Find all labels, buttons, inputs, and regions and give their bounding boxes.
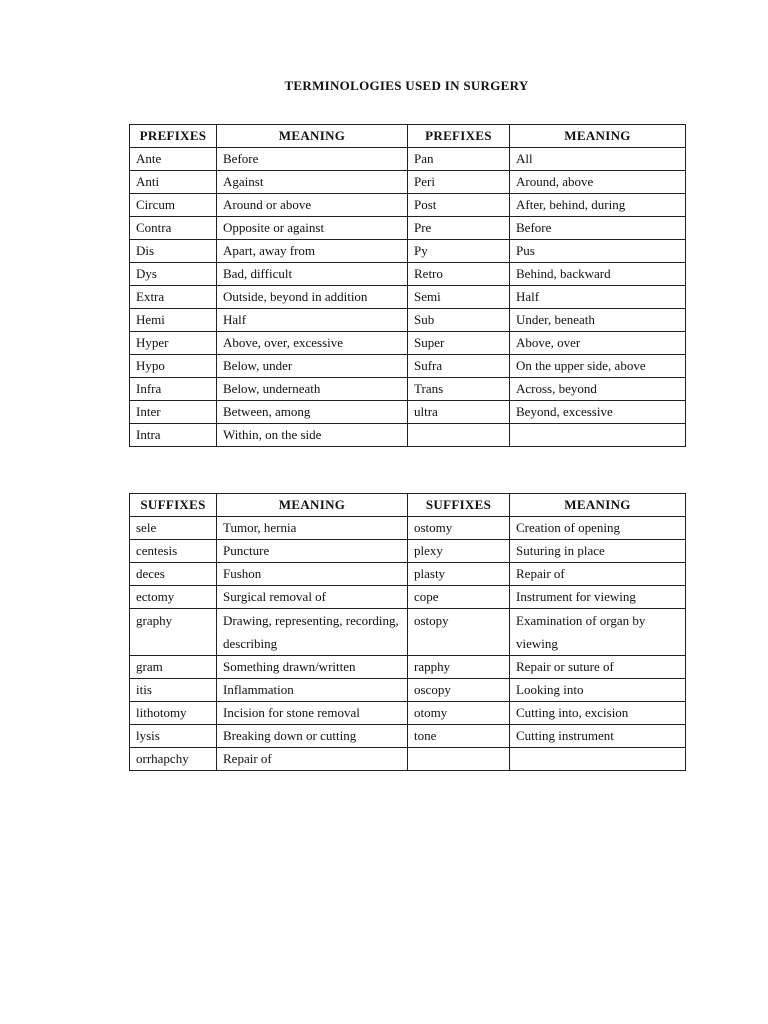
- prefix-term-cell: Hyper: [130, 332, 217, 355]
- suffix-row: [130, 702, 686, 725]
- prefix-meaning-cell: Against: [217, 171, 408, 194]
- suffixes-header-term-2: SUFFIXES: [408, 494, 510, 517]
- prefix-term-cell: Hypo: [130, 355, 217, 378]
- prefix-meaning-cell: Above, over, excessive: [217, 332, 408, 355]
- suffix-meaning-cell: Something drawn/written: [217, 656, 408, 679]
- suffix-meaning-cell: Cutting into, excision: [510, 702, 686, 725]
- prefix-meaning-cell: Bad, difficult: [217, 263, 408, 286]
- prefix-meaning-cell: On the upper side, above: [510, 355, 686, 378]
- suffix-term-cell: cope: [408, 586, 510, 609]
- prefix-row: [130, 194, 686, 217]
- suffixes-header-row: [130, 494, 686, 517]
- suffix-meaning-cell: Creation of opening: [510, 517, 686, 540]
- prefix-meaning-cell: [510, 424, 686, 447]
- prefix-meaning-cell: Between, among: [217, 401, 408, 424]
- prefix-row: [130, 263, 686, 286]
- suffix-meaning-cell: Repair or suture of: [510, 656, 686, 679]
- suffix-meaning-cell: Looking into: [510, 679, 686, 702]
- suffix-meaning-cell: Fushon: [217, 563, 408, 586]
- suffix-term-cell: graphy: [130, 609, 217, 656]
- prefix-meaning-cell: After, behind, during: [510, 194, 686, 217]
- prefix-row: [130, 378, 686, 401]
- prefix-row: [130, 217, 686, 240]
- suffix-row: [130, 609, 686, 656]
- suffixes-table: [129, 493, 686, 771]
- suffix-row: [130, 748, 686, 771]
- prefix-term-cell: Py: [408, 240, 510, 263]
- prefix-meaning-cell: Under, beneath: [510, 309, 686, 332]
- prefix-term-cell: [408, 424, 510, 447]
- prefix-term-cell: Anti: [130, 171, 217, 194]
- prefixes-header-term-2: PREFIXES: [408, 125, 510, 148]
- suffix-row: [130, 563, 686, 586]
- prefix-term-cell: Dys: [130, 263, 217, 286]
- prefix-term-cell: Sub: [408, 309, 510, 332]
- suffixes-header-meaning-2: MEANING: [510, 494, 686, 517]
- prefix-meaning-cell: Half: [217, 309, 408, 332]
- prefix-meaning-cell: Outside, beyond in addition: [217, 286, 408, 309]
- suffix-term-cell: itis: [130, 679, 217, 702]
- prefix-meaning-cell: Beyond, excessive: [510, 401, 686, 424]
- suffixes-header-term-1: SUFFIXES: [130, 494, 217, 517]
- suffix-meaning-cell: Suturing in place: [510, 540, 686, 563]
- suffix-meaning-cell: Drawing, representing, recording, describing: [217, 609, 408, 656]
- suffixes-header-meaning-1: MEANING: [217, 494, 408, 517]
- suffix-term-cell: ostomy: [408, 517, 510, 540]
- suffix-meaning-cell: Instrument for viewing: [510, 586, 686, 609]
- prefix-term-cell: Hemi: [130, 309, 217, 332]
- suffix-term-cell: lysis: [130, 725, 217, 748]
- suffix-term-cell: ectomy: [130, 586, 217, 609]
- prefix-row: [130, 355, 686, 378]
- suffix-term-cell: [408, 748, 510, 771]
- suffix-term-cell: rapphy: [408, 656, 510, 679]
- prefix-meaning-cell: Below, under: [217, 355, 408, 378]
- suffix-term-cell: centesis: [130, 540, 217, 563]
- prefix-meaning-cell: Behind, backward: [510, 263, 686, 286]
- suffix-term-cell: sele: [130, 517, 217, 540]
- suffix-meaning-cell: Repair of: [217, 748, 408, 771]
- suffix-meaning-cell: Puncture: [217, 540, 408, 563]
- prefix-term-cell: Circum: [130, 194, 217, 217]
- suffix-term-cell: otomy: [408, 702, 510, 725]
- prefix-term-cell: Post: [408, 194, 510, 217]
- prefix-term-cell: Pan: [408, 148, 510, 171]
- suffix-row: [130, 540, 686, 563]
- suffix-term-cell: deces: [130, 563, 217, 586]
- prefixes-header-meaning-1: MEANING: [217, 125, 408, 148]
- prefix-term-cell: Sufra: [408, 355, 510, 378]
- suffix-meaning-cell: [510, 748, 686, 771]
- prefix-meaning-cell: Around or above: [217, 194, 408, 217]
- suffix-term-cell: orrhapchy: [130, 748, 217, 771]
- suffix-meaning-cell: Inflammation: [217, 679, 408, 702]
- prefix-term-cell: Semi: [408, 286, 510, 309]
- prefixes-table: [129, 124, 686, 447]
- suffix-term-cell: plexy: [408, 540, 510, 563]
- prefix-row: [130, 148, 686, 171]
- prefix-term-cell: Trans: [408, 378, 510, 401]
- prefix-term-cell: Retro: [408, 263, 510, 286]
- prefix-meaning-cell: Half: [510, 286, 686, 309]
- prefix-term-cell: Pre: [408, 217, 510, 240]
- prefix-meaning-cell: Opposite or against: [217, 217, 408, 240]
- suffix-meaning-cell: Examination of organ by viewing: [510, 609, 686, 656]
- suffix-term-cell: oscopy: [408, 679, 510, 702]
- suffix-term-cell: lithotomy: [130, 702, 217, 725]
- suffix-meaning-cell: Tumor, hernia: [217, 517, 408, 540]
- prefix-row: [130, 286, 686, 309]
- prefix-term-cell: Ante: [130, 148, 217, 171]
- prefix-meaning-cell: Before: [510, 217, 686, 240]
- prefix-meaning-cell: Below, underneath: [217, 378, 408, 401]
- prefix-meaning-cell: Within, on the side: [217, 424, 408, 447]
- suffix-meaning-cell: Repair of: [510, 563, 686, 586]
- suffix-meaning-cell: Incision for stone removal: [217, 702, 408, 725]
- prefix-row: [130, 401, 686, 424]
- suffix-row: [130, 656, 686, 679]
- prefix-meaning-cell: All: [510, 148, 686, 171]
- suffix-term-cell: ostopy: [408, 609, 510, 656]
- prefix-term-cell: Intra: [130, 424, 217, 447]
- prefix-term-cell: Extra: [130, 286, 217, 309]
- prefix-meaning-cell: Apart, away from: [217, 240, 408, 263]
- prefix-row: [130, 332, 686, 355]
- suffix-term-cell: tone: [408, 725, 510, 748]
- prefix-term-cell: Inter: [130, 401, 217, 424]
- prefixes-header-row: [130, 125, 686, 148]
- prefix-term-cell: Contra: [130, 217, 217, 240]
- prefix-meaning-cell: Pus: [510, 240, 686, 263]
- prefixes-header-term-1: PREFIXES: [130, 125, 217, 148]
- prefix-term-cell: Infra: [130, 378, 217, 401]
- suffix-term-cell: gram: [130, 656, 217, 679]
- prefix-meaning-cell: Above, over: [510, 332, 686, 355]
- suffix-meaning-cell: Surgical removal of: [217, 586, 408, 609]
- prefix-meaning-cell: Around, above: [510, 171, 686, 194]
- prefix-term-cell: ultra: [408, 401, 510, 424]
- document-title: TERMINOLOGIES USED IN SURGERY: [284, 78, 529, 93]
- suffix-term-cell: plasty: [408, 563, 510, 586]
- prefix-row: [130, 424, 686, 447]
- prefix-row: [130, 171, 686, 194]
- prefix-term-cell: Peri: [408, 171, 510, 194]
- suffix-row: [130, 679, 686, 702]
- prefix-term-cell: Super: [408, 332, 510, 355]
- prefix-row: [130, 240, 686, 263]
- suffix-row: [130, 517, 686, 540]
- prefix-row: [130, 309, 686, 332]
- prefix-meaning-cell: Across, beyond: [510, 378, 686, 401]
- prefixes-header-meaning-2: MEANING: [510, 125, 686, 148]
- prefix-meaning-cell: Before: [217, 148, 408, 171]
- prefix-term-cell: Dis: [130, 240, 217, 263]
- suffix-meaning-cell: Cutting instrument: [510, 725, 686, 748]
- suffix-meaning-cell: Breaking down or cutting: [217, 725, 408, 748]
- suffix-row: [130, 725, 686, 748]
- suffix-row: [130, 586, 686, 609]
